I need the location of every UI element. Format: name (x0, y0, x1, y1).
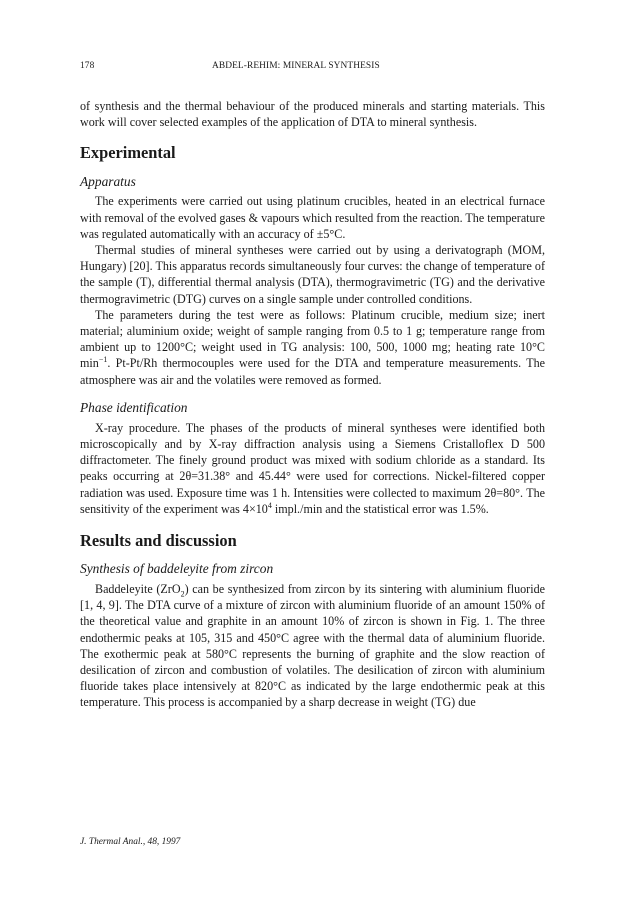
baddeleyite-paragraph-1-text-a: Baddeleyite (ZrO (95, 582, 181, 597)
apparatus-paragraph-3-text-a: The parameters during the test were as follows: Platinum crucible, medium size; inert material; aluminium oxide; weight of sample ranging from 0.5 to 1 g; temperature range from ambient up to 1200°C; weight used in TG analysis: 100, 500, 1000 mg; heating rate 10°C min (80, 307, 545, 371)
subsection-heading-apparatus: Apparatus (80, 174, 136, 190)
running-head (80, 61, 540, 75)
phase-paragraph-1-superscript: 4 (267, 500, 272, 510)
baddeleyite-paragraph-1-text-b: ) can be synthesized from zircon by its sintering with aluminium fluoride [1, 4, 9]. The DTA curve of a mixture of zircon with aluminium fluoride of an amount 150% of the theoretical value and graphite in an amount 10% of zircon is shown in Fig. 1. The three endothermic peaks at 105, 315 and 450°C agree with the thermal data of aluminium fluoride. The exothermic peak at 580°C represents the burning of graphite and the slow reaction of desilication of zircon and combustion of volatiles. The desilication of zircon with aluminium fluoride takes place intensively at 820°C as indicated by the large endothermic peak at this temperature. This process is accompanied by a sharp decrease in weight (TG) due (80, 582, 545, 710)
baddeleyite-paragraph-1-subscript: 2 (180, 589, 185, 599)
apparatus-paragraph-1: The experiments were carried out using platinum crucibles, heated in an electrical furnace with removal of the evolved gases & vapours which resulted from the reaction. The temperature was regulated automatically with an accuracy of ±5°C. (80, 194, 545, 241)
running-title: ABDEL-REHIM: MINERAL SYNTHESIS (212, 61, 380, 71)
apparatus-paragraph-3 (80, 307, 545, 388)
page-number: 178 (80, 61, 95, 71)
phase-paragraph-1-text-b: impl./min and the statistical error was 1.5%. (271, 501, 489, 516)
section-heading-experimental: Experimental (80, 143, 176, 163)
section-heading-results: Results and discussion (80, 531, 237, 551)
apparatus-paragraph-3-superscript: −1 (98, 355, 108, 365)
phase-paragraph-1-text-a: X-ray procedure. The phases of the products of mineral syntheses were identified both microscopically and by X-ray diffraction analysis using a Siemens Cristalloflex D 500 diffractometer. The finely ground product was mixed with sodium chloride as a standard. Its peaks occurring at 2θ=31.38° and 45.44° were used for corrections. Nickel-filtered copper radiation was used. Exposure time was 1 h. Intensities were collected to maximum 2θ=80°. The sensitivity of the experiment was 4×10 (80, 420, 545, 516)
apparatus-paragraph-2: Thermal studies of mineral syntheses were carried out by using a derivatograph (MOM, Hungary) [20]. This apparatus records simultaneously four curves: the change of temperature of the sample (T), differential thermal analysis (DTA), thermogravimetric (TG) and the derivative thermogravimetric (DTG) curves on a single sample under controlled conditions. (80, 243, 545, 306)
apparatus-paragraph-3-text-b: . Pt-Pt/Rh thermocouples were used for the DTA and temperature measurements. The atmosphere was air and the volatiles were removed as formed. (80, 356, 545, 387)
baddeleyite-paragraph-1 (80, 581, 545, 711)
subsection-heading-baddeleyite: Synthesis of baddeleyite from zircon (80, 561, 274, 577)
journal-footer: J. Thermal Anal., 48, 1997 (80, 837, 181, 847)
subsection-heading-phase-identification: Phase identification (80, 399, 188, 415)
article-body (80, 98, 545, 711)
intro-paragraph: of synthesis and the thermal behaviour of the produced minerals and starting materials. This work will cover selected examples of the application of DTA to mineral synthesis. (80, 99, 545, 130)
phase-paragraph-1 (80, 420, 545, 517)
